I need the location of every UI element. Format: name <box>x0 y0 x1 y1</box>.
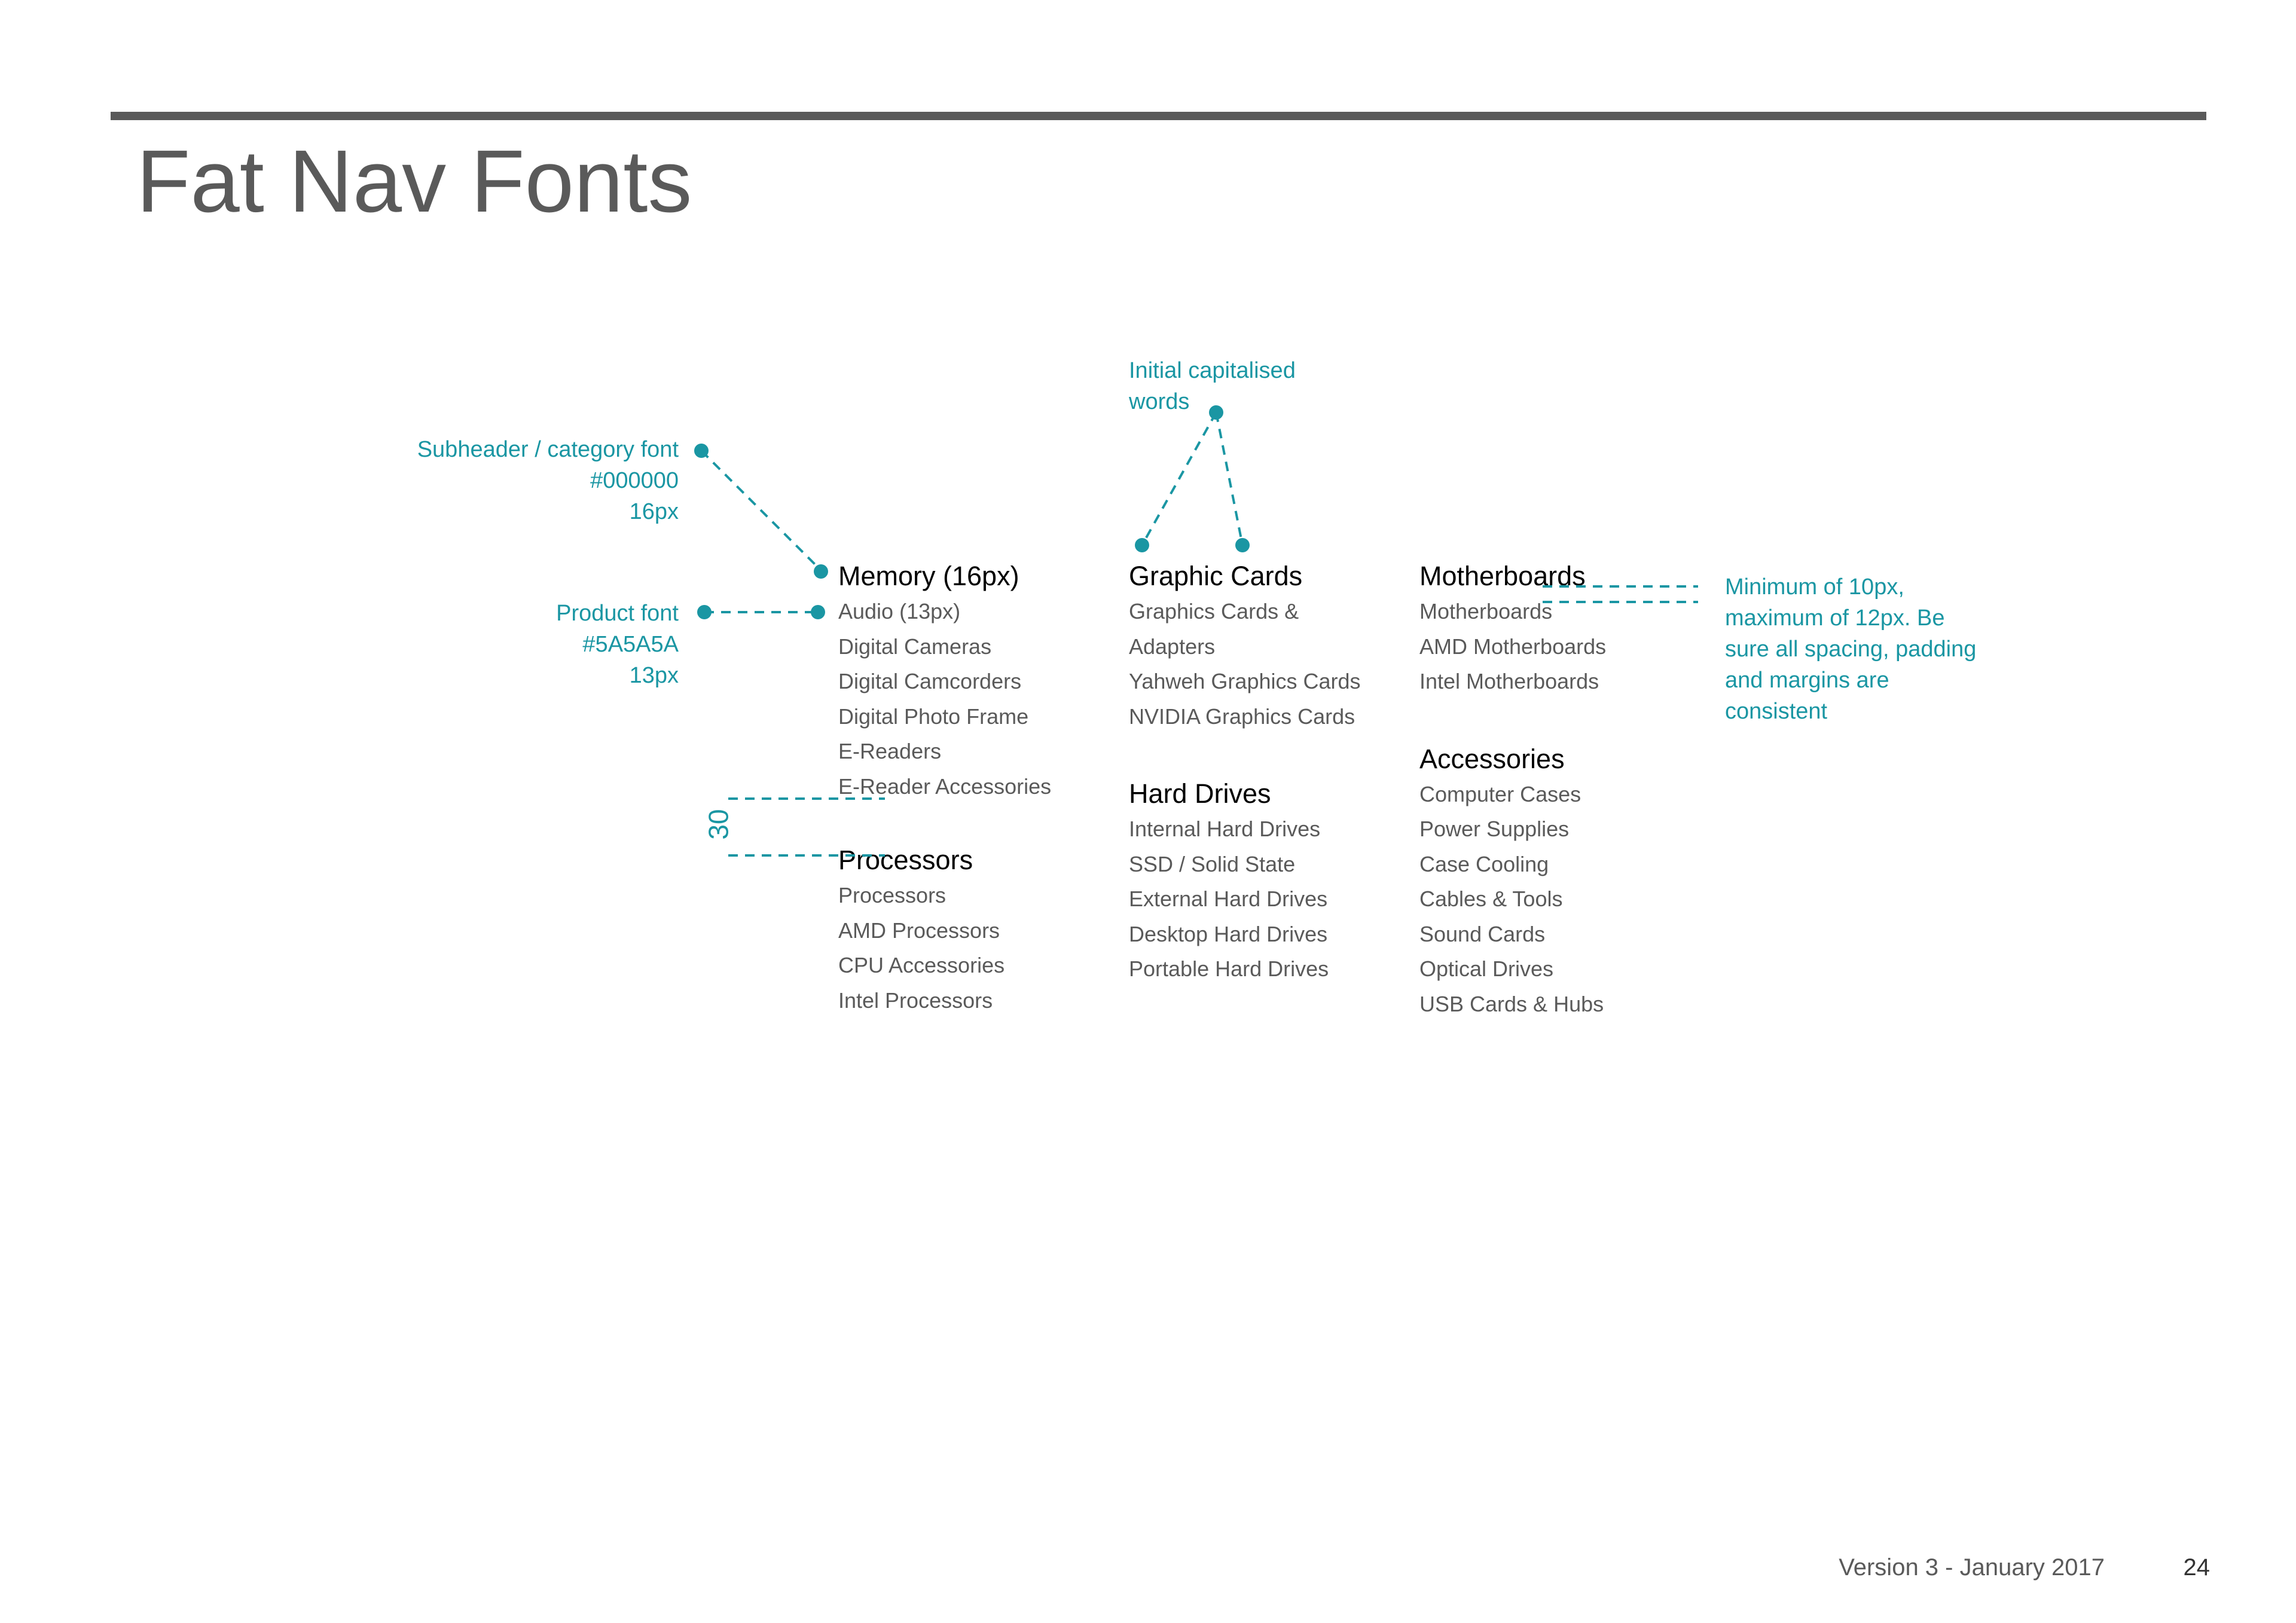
page-number: 24 <box>2183 1554 2210 1581</box>
initial-caps-leader-left <box>1142 412 1216 545</box>
product-link[interactable]: Graphics Cards & <box>1129 599 1299 623</box>
product-link[interactable]: AMD Processors <box>838 918 1000 943</box>
product-link[interactable]: USB Cards & Hubs <box>1419 991 1604 1016</box>
product-link[interactable]: Cables & Tools <box>1419 887 1563 911</box>
product-link[interactable]: External Hard Drives <box>1129 887 1328 911</box>
subheader-annotation-line: Subheader / category font <box>417 437 679 462</box>
product-link[interactable]: SSD / Solid State <box>1129 851 1296 876</box>
product-link[interactable]: Power Supplies <box>1419 817 1570 841</box>
product-annotation-line: Product font <box>556 601 679 626</box>
initial-caps-annotation-line: words <box>1129 389 1190 414</box>
spacing-annotation-line: sure all spacing, padding <box>1725 637 1977 662</box>
subheader-annotation-line: #000000 <box>590 468 679 493</box>
subheader-leader-dot-end <box>814 564 828 579</box>
initial-caps-dot-top <box>1209 405 1223 420</box>
product-link[interactable]: Desktop Hard Drives <box>1129 921 1328 946</box>
product-link[interactable]: Internal Hard Drives <box>1129 817 1321 841</box>
product-link[interactable]: NVIDIA Graphics Cards <box>1129 704 1355 729</box>
product-link[interactable]: E-Reader Accessories <box>838 774 1052 799</box>
product-annotation-line: 13px <box>629 663 679 688</box>
product-annotation-line: #5A5A5A <box>582 632 679 657</box>
product-link[interactable]: Yahweh Graphics Cards <box>1129 669 1361 693</box>
product-link[interactable]: Portable Hard Drives <box>1129 956 1329 981</box>
category-heading[interactable]: Processors <box>838 845 973 875</box>
product-leader-dot-end <box>811 605 825 619</box>
product-link[interactable]: Intel Processors <box>838 988 993 1013</box>
category-heading[interactable]: Memory (16px) <box>838 561 1019 591</box>
spacing-annotation-line: consistent <box>1725 699 1828 724</box>
product-link[interactable]: Sound Cards <box>1419 921 1546 946</box>
spacing-annotation-line: maximum of 12px. Be <box>1725 606 1945 631</box>
initial-caps-leader-right <box>1216 412 1242 545</box>
product-link[interactable]: CPU Accessories <box>838 953 1005 977</box>
subheader-leader-line <box>701 451 821 570</box>
initial-caps-dot-left <box>1135 538 1149 552</box>
product-link[interactable]: Digital Cameras <box>838 634 992 659</box>
category-heading[interactable]: Accessories <box>1419 743 1565 774</box>
footer-version: Version 3 - January 2017 <box>1839 1554 2105 1581</box>
page-title: Fat Nav Fonts <box>136 132 692 231</box>
gap-measurement-label: 30 <box>703 809 734 840</box>
product-link[interactable]: Intel Motherboards <box>1419 669 1599 693</box>
product-link[interactable]: Processors <box>838 883 947 907</box>
category-heading[interactable]: Hard Drives <box>1129 778 1271 809</box>
product-link[interactable]: AMD Motherboards <box>1419 634 1607 659</box>
initial-caps-dot-right <box>1235 538 1250 552</box>
product-link[interactable]: Optical Drives <box>1419 956 1554 981</box>
product-link[interactable]: Case Cooling <box>1419 851 1549 876</box>
product-leader-dot-start <box>697 605 712 619</box>
product-link[interactable]: Computer Cases <box>1419 781 1581 806</box>
subheader-leader-dot-start <box>694 444 709 458</box>
spacing-annotation-line: Minimum of 10px, <box>1725 574 1904 600</box>
product-link[interactable]: E-Readers <box>838 739 942 763</box>
product-link[interactable]: Adapters <box>1129 634 1216 659</box>
initial-caps-annotation-line: Initial capitalised <box>1129 358 1296 383</box>
spacing-annotation-line: and margins are <box>1725 668 1889 693</box>
product-link[interactable]: Audio (13px) <box>838 599 961 623</box>
product-link[interactable]: Digital Photo Frame <box>838 704 1029 729</box>
product-link[interactable]: Motherboards <box>1419 599 1553 623</box>
subheader-annotation-line: 16px <box>629 499 679 524</box>
category-heading[interactable]: Graphic Cards <box>1129 561 1303 591</box>
category-heading[interactable]: Motherboards <box>1419 561 1586 591</box>
product-link[interactable]: Digital Camcorders <box>838 669 1022 693</box>
